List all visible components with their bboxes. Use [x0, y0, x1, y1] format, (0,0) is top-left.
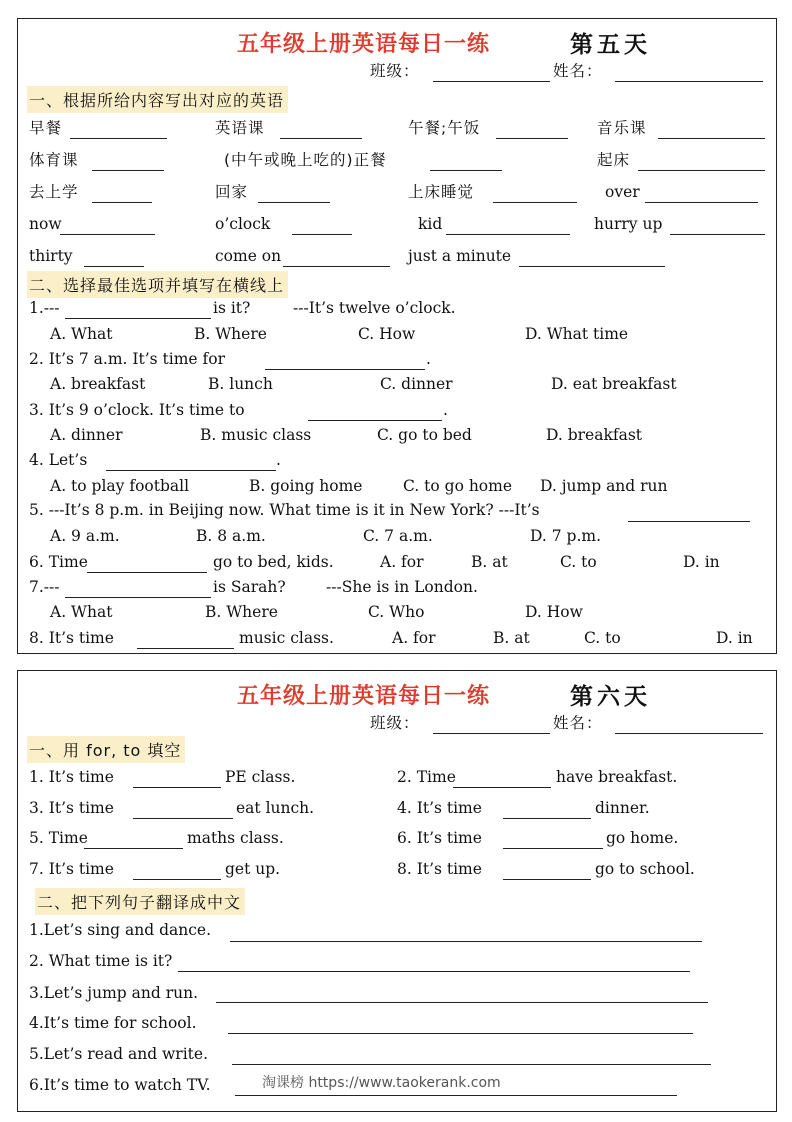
q7-option-a[interactable]: A. What	[50, 603, 113, 621]
vocab-blank[interactable]	[496, 138, 568, 139]
vocab-item: now	[29, 215, 62, 233]
fill-blank[interactable]	[133, 818, 233, 819]
q3-blank[interactable]	[308, 420, 442, 421]
vocab-item: 午餐;午饭	[408, 119, 481, 137]
q7-stem-mid: is Sarah?	[213, 578, 286, 596]
fill-item-pre: 4. It’s time	[397, 799, 482, 817]
q6-option-a[interactable]: A. for	[380, 553, 424, 571]
vocab-blank[interactable]	[519, 266, 665, 267]
q3-option-b[interactable]: B. music class	[200, 426, 312, 444]
vocab-blank[interactable]	[258, 202, 330, 203]
vocab-blank[interactable]	[84, 266, 144, 267]
fill-item-post: get up.	[225, 860, 281, 878]
q4-stem: 4. Let’s	[29, 451, 88, 469]
q6-option-d[interactable]: D. in	[683, 553, 720, 571]
day5-class-blank[interactable]	[433, 81, 550, 82]
q3-option-c[interactable]: C. go to bed	[377, 426, 472, 444]
q5-blank[interactable]	[628, 521, 750, 522]
day5-class-label: 班级：	[370, 62, 420, 80]
fill-item-pre: 3. It’s time	[29, 799, 114, 817]
vocab-blank[interactable]	[70, 138, 167, 139]
q4-end: .	[276, 451, 281, 469]
vocab-item: over	[605, 183, 640, 201]
translate-item: 4.It’s time for school.	[29, 1014, 197, 1032]
translate-blank[interactable]	[230, 941, 702, 942]
fill-item-post: PE class.	[225, 768, 296, 786]
vocab-blank[interactable]	[60, 234, 155, 235]
day6-class-blank[interactable]	[433, 733, 550, 734]
fill-item-pre: 8. It’s time	[397, 860, 482, 878]
vocab-blank[interactable]	[430, 170, 502, 171]
q1-option-b[interactable]: B. Where	[194, 325, 267, 343]
day5-name-label: 姓名：	[553, 62, 603, 80]
vocab-blank[interactable]	[645, 202, 758, 203]
q4-option-d[interactable]: D. jump and run	[540, 477, 668, 495]
day6-class-label: 班级：	[370, 714, 420, 732]
translate-blank[interactable]	[232, 1064, 711, 1065]
q2-blank[interactable]	[265, 369, 425, 370]
vocab-blank[interactable]	[658, 138, 765, 139]
fill-item-post: go home.	[606, 829, 679, 847]
vocab-item: just a minute	[408, 247, 512, 265]
translate-blank[interactable]	[216, 1002, 708, 1003]
fill-item-post: have breakfast.	[556, 768, 678, 786]
q1-blank[interactable]	[65, 318, 211, 319]
q7-option-d[interactable]: D. How	[525, 603, 583, 621]
fill-item-pre: 1. It’s time	[29, 768, 114, 786]
q2-option-b[interactable]: B. lunch	[208, 375, 273, 393]
q4-blank[interactable]	[106, 470, 276, 471]
fill-item-pre: 6. It’s time	[397, 829, 482, 847]
translate-blank[interactable]	[235, 1095, 677, 1096]
fill-blank[interactable]	[503, 848, 603, 849]
q8-blank[interactable]	[137, 648, 234, 649]
q1-option-d[interactable]: D. What time	[525, 325, 629, 343]
q8-option-c[interactable]: C. to	[584, 629, 621, 647]
fill-item-pre: 5. Time	[29, 829, 88, 847]
vocab-item: 体育课	[29, 151, 79, 169]
fill-blank[interactable]	[133, 879, 221, 880]
fill-blank[interactable]	[503, 879, 591, 880]
q8-option-d[interactable]: D. in	[716, 629, 753, 647]
q3-stem: 3. It’s 9 o’clock. It’s time to	[29, 401, 245, 419]
q1-option-a[interactable]: A. What	[50, 325, 113, 343]
q4-option-a[interactable]: A. to play football	[50, 477, 190, 495]
fill-item-post: maths class.	[187, 829, 284, 847]
vocab-blank[interactable]	[493, 202, 577, 203]
day6-name-label: 姓名：	[553, 714, 603, 732]
vocab-item: thirty	[29, 247, 73, 265]
q6-stem: 6. Time	[29, 553, 88, 571]
vocab-blank[interactable]	[446, 234, 570, 235]
q4-option-b[interactable]: B. going home	[249, 477, 363, 495]
day6-day-label: 第六天	[570, 683, 651, 710]
q5-option-b[interactable]: B. 8 a.m.	[196, 527, 266, 545]
fill-blank[interactable]	[453, 787, 551, 788]
q5-option-c[interactable]: C. 7 a.m.	[363, 527, 433, 545]
q1-stem-mid: is it?	[213, 299, 251, 317]
q1-stem: 1.---	[29, 299, 60, 317]
vocab-item: 音乐课	[597, 119, 647, 137]
translate-item: 2. What time is it?	[29, 952, 173, 970]
vocab-item: (中午或晚上吃的)正餐	[224, 151, 387, 169]
day6-title: 五年级上册英语每日一练	[237, 684, 491, 709]
vocab-item: come on	[215, 247, 282, 265]
vocab-item: 英语课	[215, 119, 265, 137]
q3-end: .	[443, 401, 448, 419]
q2-option-c[interactable]: C. dinner	[380, 375, 453, 393]
q2-option-d[interactable]: D. eat breakfast	[551, 375, 677, 393]
q4-option-c[interactable]: C. to go home	[403, 477, 513, 495]
fill-item-pre: 2. Time	[397, 768, 456, 786]
q2-end: .	[426, 350, 431, 368]
fill-item-post: dinner.	[595, 799, 650, 817]
translate-item: 6.It’s time to watch TV.	[29, 1076, 211, 1094]
day5-name-blank[interactable]	[615, 81, 763, 82]
q8-stem-end: music class.	[239, 629, 334, 647]
vocab-blank[interactable]	[92, 170, 164, 171]
day5-section2-heading: 二、选择最佳选项并填写在横线上	[27, 271, 288, 298]
vocab-blank[interactable]	[92, 202, 152, 203]
q5-option-a[interactable]: A. 9 a.m.	[50, 527, 120, 545]
watermark: 淘课榜 https://www.taokerank.com	[262, 1075, 501, 1091]
day5-section1-heading: 一、根据所给内容写出对应的英语	[27, 86, 288, 113]
q2-option-a[interactable]: A. breakfast	[50, 375, 146, 393]
day5-day-label: 第五天	[570, 31, 651, 58]
q7-answer-line: ---She is in London.	[326, 578, 478, 596]
q7-blank[interactable]	[65, 597, 211, 598]
q3-option-a[interactable]: A. dinner	[50, 426, 123, 444]
q1-option-c[interactable]: C. How	[358, 325, 416, 343]
day6-section2-heading: 二、把下列句子翻译成中文	[35, 888, 245, 915]
fill-item-post: eat lunch.	[236, 799, 315, 817]
vocab-item: 去上学	[29, 183, 79, 201]
fill-blank[interactable]	[133, 787, 221, 788]
day6-section1-heading: 一、用 for, to 填空	[27, 736, 185, 763]
day5-title: 五年级上册英语每日一练	[237, 32, 491, 57]
q5-option-d[interactable]: D. 7 p.m.	[530, 527, 601, 545]
q6-stem-end: go to bed, kids.	[213, 553, 334, 571]
vocab-blank[interactable]	[280, 138, 362, 139]
q6-option-c[interactable]: C. to	[560, 553, 597, 571]
translate-item: 3.Let’s jump and run.	[29, 984, 199, 1002]
vocab-item: o’clock	[215, 215, 271, 233]
translate-blank[interactable]	[178, 971, 690, 972]
fill-blank[interactable]	[84, 848, 183, 849]
vocab-blank[interactable]	[292, 234, 352, 235]
q3-option-d[interactable]: D. breakfast	[546, 426, 643, 444]
translate-blank[interactable]	[228, 1033, 693, 1034]
q6-blank[interactable]	[87, 572, 207, 573]
vocab-item: 起床	[597, 151, 631, 169]
vocab-item: 上床睡觉	[408, 183, 475, 201]
translate-item: 5.Let’s read and write.	[29, 1045, 208, 1063]
vocab-blank[interactable]	[670, 234, 765, 235]
vocab-item: hurry up	[594, 215, 663, 233]
q5-stem: 5. ---It’s 8 p.m. in Beijing now. What time is it in New York? ---It’s	[29, 501, 540, 519]
fill-item-pre: 7. It’s time	[29, 860, 114, 878]
q8-stem: 8. It’s time	[29, 629, 114, 647]
translate-item: 1.Let’s sing and dance.	[29, 921, 212, 939]
vocab-item: 早餐	[29, 119, 63, 137]
fill-item-post: go to school.	[595, 860, 695, 878]
q1-answer-line: ---It’s twelve o’clock.	[293, 299, 456, 317]
q7-option-b[interactable]: B. Where	[205, 603, 278, 621]
fill-blank[interactable]	[503, 818, 591, 819]
q2-stem: 2. It’s 7 a.m. It’s time for	[29, 350, 226, 368]
q8-option-b[interactable]: B. at	[493, 629, 530, 647]
q6-option-b[interactable]: B. at	[471, 553, 508, 571]
day6-name-blank[interactable]	[615, 733, 763, 734]
vocab-blank[interactable]	[283, 266, 390, 267]
q8-option-a[interactable]: A. for	[392, 629, 436, 647]
vocab-item: 回家	[215, 183, 249, 201]
q7-stem: 7.---	[29, 578, 60, 596]
vocab-item: kid	[418, 215, 443, 233]
vocab-blank[interactable]	[638, 170, 765, 171]
q7-option-c[interactable]: C. Who	[368, 603, 425, 621]
